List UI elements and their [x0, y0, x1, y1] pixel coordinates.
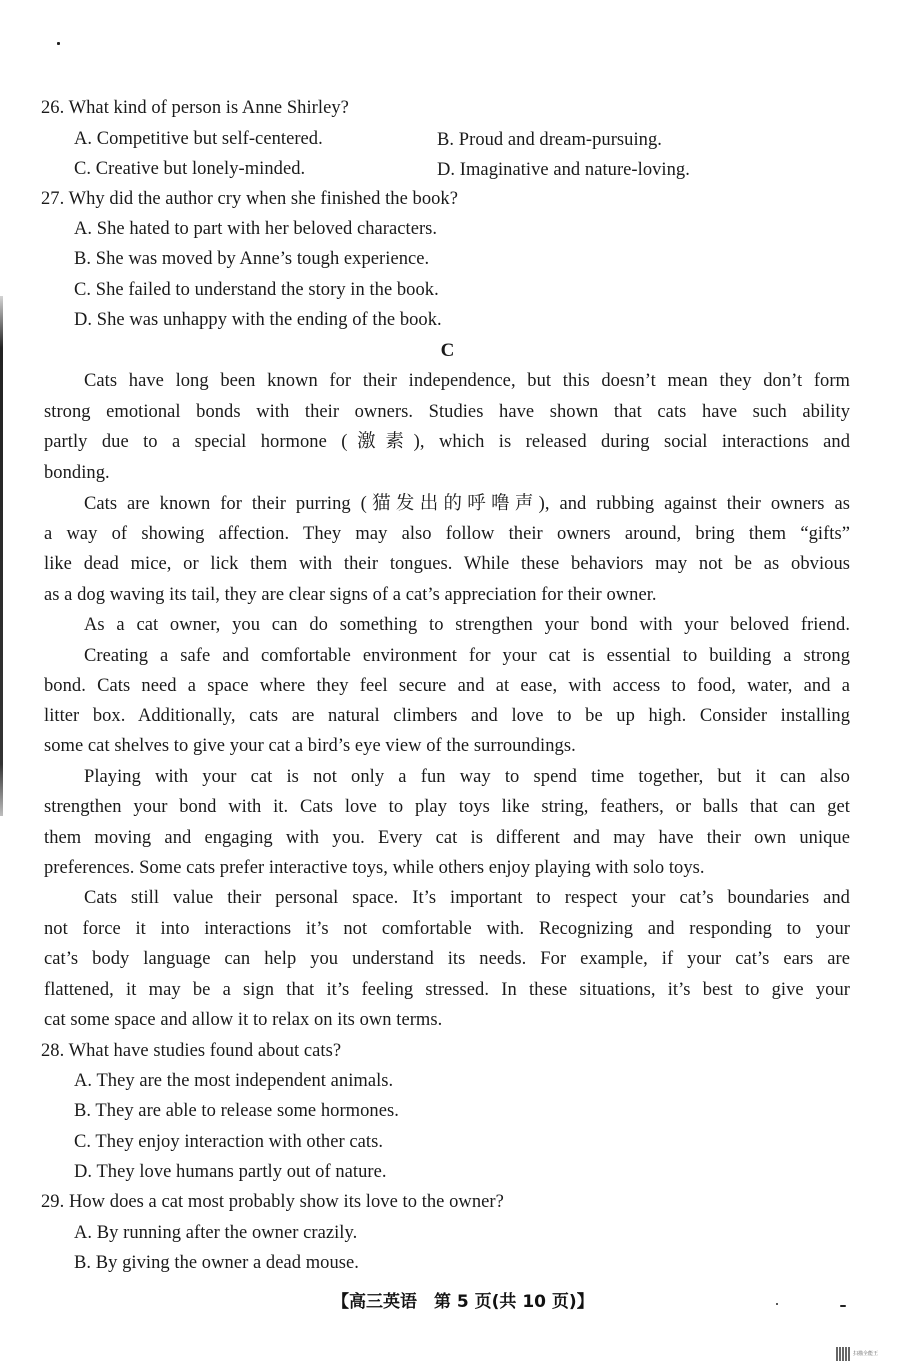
passage-line: like dead mice, or lick them with their tongues. While these behaviors may not be as obvious	[44, 554, 850, 574]
passage-line: As a cat owner, you can do something to strengthen your bond with your beloved friend.	[84, 615, 850, 635]
passage-line: Playing with your cat is not only a fun way to spend time together, but it can also	[84, 767, 850, 787]
option-28-b: B. They are able to release some hormones.	[74, 1101, 399, 1121]
question-text: How does a cat most probably show its love to the owner?	[68, 1192, 504, 1212]
passage-line: Cats still value their personal space. It’s important to respect your cat’s boundaries and	[84, 888, 850, 908]
option-26-b: B. Proud and dream-pursuing.	[437, 130, 662, 150]
question-28	[41, 1040, 341, 1062]
section-heading-c: C	[440, 340, 455, 361]
question-26	[41, 97, 349, 119]
option-26-a: A. Competitive but self-centered.	[74, 129, 323, 149]
passage-line: cat some space and allow it to relax on its own terms.	[44, 1010, 443, 1030]
passage-line: preferences. Some cats prefer interactive toys, while others enjoy playing with solo toys.	[44, 858, 705, 878]
scan-speck	[776, 1303, 778, 1305]
option-27-a: A. She hated to part with her beloved characters.	[74, 219, 438, 239]
qr-code-icon	[836, 1347, 850, 1361]
passage-line: them moving and engaging with you. Every cat is different and may have their own unique	[44, 828, 850, 848]
passage-line: cat’s body language can help you understand its needs. For example, if your cat’s ears are	[44, 949, 850, 969]
question-29	[41, 1191, 504, 1213]
passage-line: Cats have long been known for their independence, but this doesn’t mean they don’t form	[84, 371, 850, 391]
option-27-d: D. She was unhappy with the ending of the book.	[74, 310, 442, 330]
passage-line: a way of showing affection. They may also follow their owners around, bring them “gifts”	[44, 524, 850, 544]
question-27	[41, 188, 458, 210]
passage-line: partly due to a special hormone (激素), which is released during social interactions and	[44, 432, 850, 452]
question-number: 27.	[41, 189, 65, 209]
watermark-text: 扫描全能王	[853, 1351, 879, 1357]
passage-line: flattened, it may be a sign that it’s feeling stressed. In these situations, it’s best to give your	[44, 980, 850, 1000]
question-number: 29.	[41, 1192, 65, 1212]
option-28-c: C. They enjoy interaction with other cats.	[74, 1132, 384, 1152]
question-number: 26.	[41, 98, 65, 118]
option-27-c: C. She failed to understand the story in the book.	[74, 280, 439, 300]
scan-speck	[57, 42, 60, 45]
option-26-c: C. Creative but lonely-minded.	[74, 159, 306, 179]
question-text: What kind of person is Anne Shirley?	[68, 98, 349, 118]
question-text: What have studies found about cats?	[68, 1041, 342, 1061]
passage-line: Cats are known for their purring (猫发出的呼噜声), and rubbing against their owners as	[84, 494, 850, 514]
question-text: Why did the author cry when she finished the book?	[68, 189, 458, 209]
scan-speck	[840, 1305, 846, 1307]
passage-line: litter box. Additionally, cats are natural climbers and love to be up high. Consider installing	[44, 706, 850, 726]
option-29-a: A. By running after the owner crazily.	[74, 1223, 358, 1243]
passage-line: strengthen your bond with it. Cats love to play toys like string, feathers, or balls that can get	[44, 797, 850, 817]
passage-line: bond. Cats need a space where they feel secure and at ease, with access to food, water, and a	[44, 676, 850, 696]
option-26-d: D. Imaginative and nature-loving.	[437, 160, 690, 180]
passage-line: some cat shelves to give your cat a bird’s eye view of the surroundings.	[44, 736, 576, 756]
scanner-watermark	[836, 1346, 898, 1362]
passage-line: not force it into interactions it’s not comfortable with. Recognizing and responding to your	[44, 919, 850, 939]
passage-line: strong emotional bonds with their owners. Studies have shown that cats have such ability	[44, 402, 850, 422]
option-27-b: B. She was moved by Anne’s tough experience.	[74, 249, 430, 269]
option-28-a: A. They are the most independent animals.	[74, 1071, 394, 1091]
option-28-d: D. They love humans partly out of nature.	[74, 1162, 387, 1182]
passage-line: as a dog waving its tail, they are clear signs of a cat’s appreciation for their owner.	[44, 585, 657, 605]
question-number: 28.	[41, 1041, 65, 1061]
page-footer: 【高三英语 第 5 页(共 10 页)】	[332, 1292, 594, 1312]
option-29-b: B. By giving the owner a dead mouse.	[74, 1253, 359, 1273]
passage-line: bonding.	[44, 463, 110, 483]
scan-edge-shadow	[0, 296, 3, 816]
passage-line: Creating a safe and comfortable environment for your cat is essential to building a strong	[84, 646, 850, 666]
